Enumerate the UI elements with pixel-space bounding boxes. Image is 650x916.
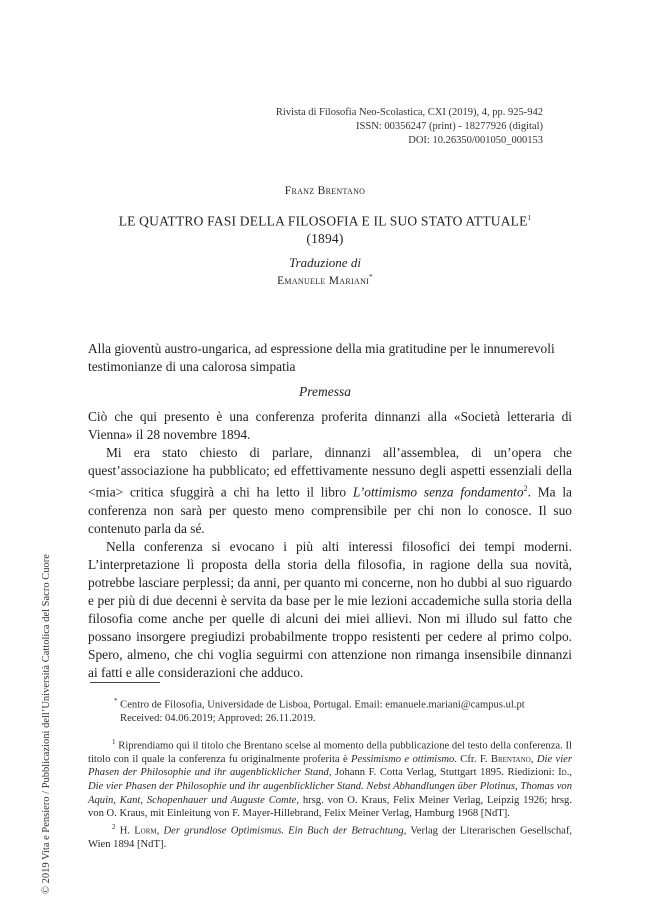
received-dates: Received: 04.06.2019; Approved: 26.11.2019. bbox=[120, 713, 316, 725]
body-text bbox=[88, 408, 572, 682]
footnote-1: $^1$ Riprendiamo qui il titolo che Brentano scelse al momento della pubblicazione del testo della conferenza. Il titolo con il quale la conferenza fu originalmente proferita è Pessimismo e ottimismo. Cfr. F. Brentano, Die vier Phasen der Philosophie und ihr augenblicklicher Stand, Johann F. Cotta Verlag, Stuttgart 1895. Riedizioni: Id., Die vier Phasen der Philosophie und ihr augenblicklicher Stand. Nebst Abhandlungen über Plotinus, Thomas von Aquin, Kant, Schopenhauer und Auguste Comte, hrsg. von O. Kraus, Felix Meiner Verlag, Leipzig 1926; hrsg. von O. Kraus, mit Einleitung von F. Mayer-Hillebrand, Felix Meiner Verlag, Hamburg 1968 [NdT]. bbox=[88, 737, 572, 820]
translator-name-block bbox=[0, 273, 650, 287]
article-title bbox=[0, 210, 650, 247]
title-year: (1894) bbox=[306, 230, 344, 246]
journal-header bbox=[243, 106, 543, 148]
article-author: Franz Brentano bbox=[284, 185, 366, 197]
title-line-1: LE QUATTRO FASI DELLA FILOSOFIA E IL SUO STATO ATTUALE bbox=[118, 213, 528, 229]
footnotes bbox=[88, 695, 572, 852]
paragraph-3: Nella conferenza si evocano i più alti interessi filosofici dei tempi moderni. L’interpretazione lì proposta della storia della filosofia, in ragione della sua novità, potrebbe lasciare perplessi; da anni, per quanto mi concerne, non ho dubbi al suo riguardo e per più di due decenni è servita da base per le mie lezioni accademiche sulla storia della filosofia come anche per quelle di alcuni dei miei allievi. Non mi illudo sul fatto che possano insorgere pregiudizi probabilmente troppo resistenti per cedere al primo colpo. Spero, almeno, che chi voglia seguirmi con attenzione non rimanga insensibile dinnanzi ai fatti e alle considerazioni che adduco. bbox=[88, 538, 572, 681]
affiliation-note: * Centro de Filosofia, Universidade de Lisboa, Portugal. Email: emanuele.mariani@campus.ul.pt bbox=[114, 697, 525, 711]
footnote-separator bbox=[90, 682, 160, 683]
paragraph-2: Mi era stato chiesto di parlare, dinnanzi all’assemblea, di un’opera che quest’associazione ha pubblicato; ed effettivamente nessuno degli aspetti essenziali della <mia> critica sfuggirà a chi ha letto il libro L’ottimismo senza fondamento$^2$. Ma la conferenza non sarà per questo meno comprensibile per chi non lo conosce. Il suo contenuto parla da sé. bbox=[88, 445, 572, 536]
section-heading: Premessa bbox=[299, 384, 351, 399]
translation-label: Traduzione di bbox=[289, 255, 361, 270]
paragraph-1: Ciò che qui presento è una conferenza proferita dinnanzi alla «Società letteraria di Vienna» il 28 novembre 1894. bbox=[88, 409, 572, 443]
dedication: Alla gioventù austro-ungarica, ad espressione della mia gratitudine per le innumerevoli testimonianze di una calorosa simpatia bbox=[88, 341, 555, 374]
footnote-2: $^2$ H. Lorm, Der grundlose Optimismus. Ein Buch der Betrachtung, Verlag der Literarischen Gesellschaf, Wien 1894 [NdT]. bbox=[88, 822, 573, 850]
issn-line: ISSN: 00356247 (print) - 18277926 (digital) bbox=[356, 121, 543, 132]
journal-citation: Rivista di Filosofia Neo-Scolastica, CXI (2019), 4, pp. 925-942 bbox=[275, 107, 543, 118]
book-title: L’ottimismo senza fondamento bbox=[352, 484, 524, 500]
title-footnote-marker[interactable]: 1 bbox=[527, 214, 532, 222]
footnote-2-marker[interactable]: 2 bbox=[523, 484, 528, 494]
doi-line: DOI: 10.26350/001050_000153 bbox=[408, 135, 543, 146]
translator-footnote-marker[interactable]: * bbox=[369, 273, 373, 281]
translator-name: Emanuele Mariani bbox=[277, 274, 370, 287]
copyright-sidebar: © 2019 Vita e Pensiero / Pubblicazioni dell’Università Cattolica del Sacro Cuore bbox=[41, 554, 52, 894]
